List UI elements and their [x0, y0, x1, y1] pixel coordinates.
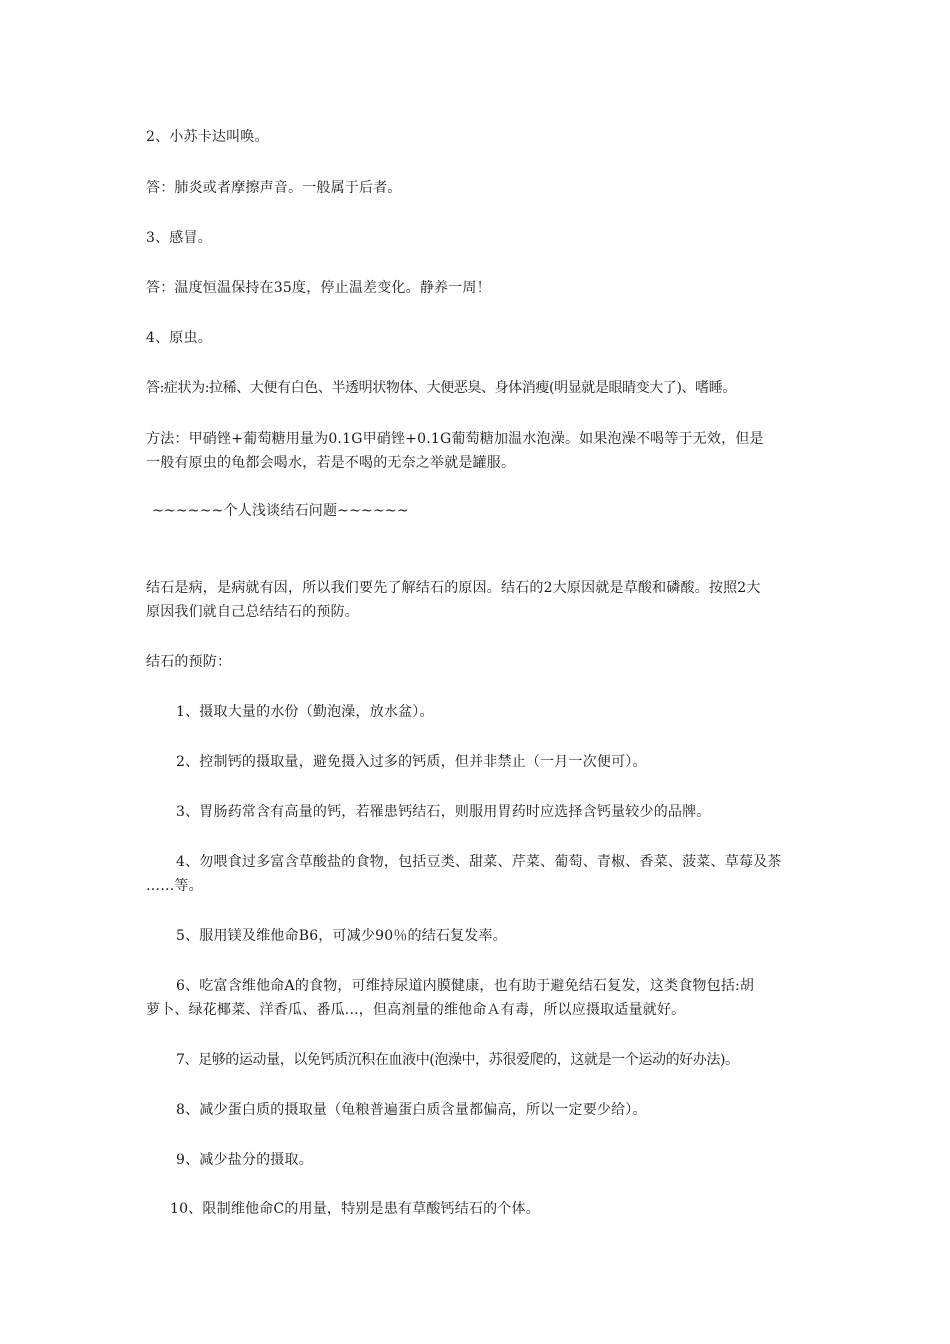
- prevention-item-1: 1、摄取大量的水份（勤泡澡，放水盆）。: [176, 704, 434, 720]
- answer-4: 答:症状为:拉稀、大便有白色、半透明状物体、大便恶臭、身体消瘦(明显就是眼睛变大了)、嗜睡。: [146, 380, 736, 396]
- prevention-item-2: 2、控制钙的摄取量，避免摄入过多的钙质，但并非禁止（一月一次便可）。: [176, 754, 647, 770]
- question-3: 3、感冒。: [146, 230, 212, 246]
- answer-3: 答：温度恒温保持在35度，停止温差变化。静养一周！: [146, 280, 491, 296]
- intro-line-2: 原因我们就自己总结结石的预防。: [146, 604, 359, 620]
- prevention-item-5: 5、服用镁及维他命B6，可减少90％的结石复发率。: [176, 928, 507, 944]
- prevention-item-6-line-2: 萝卜、绿花椰菜、洋香瓜、番瓜...，但高剂量的维他命Ａ有毒，所以应摄取适量就好。: [146, 1002, 686, 1018]
- prevention-title: 结石的预防：: [146, 654, 232, 670]
- section-title: ~~~~~~个人浅谈结石问题~~~~~~: [152, 503, 409, 519]
- prevention-item-9: 9、减少盐分的摄取。: [176, 1152, 313, 1168]
- prevention-item-8: 8、减少蛋白质的摄取量（龟粮普遍蛋白质含量都偏高，所以一定要少给）。: [176, 1102, 647, 1118]
- answer-2: 答：肺炎或者摩擦声音。一般属于后者。: [146, 180, 402, 196]
- prevention-item-4-line-2: ……等。: [146, 878, 203, 894]
- prevention-item-7: 7、足够的运动量，以免钙质沉积在血液中(泡澡中，苏很爱爬的，这就是一个运动的好办法)。: [176, 1052, 739, 1068]
- prevention-item-3: 3、胃肠药常含有高量的钙，若罹患钙结石，则服用胃药时应选择含钙量较少的品牌。: [176, 804, 711, 820]
- intro-line-1: 结石是病，是病就有因，所以我们要先了解结石的原因。结石的2大原因就是草酸和磷酸。按照2大: [146, 580, 761, 596]
- question-2: 2、小苏卡达叫唤。: [146, 129, 269, 145]
- prevention-item-6-line-1: 6、吃富含维他命A的食物，可维持尿道内膜健康，也有助于避免结石复发，这类食物包括:胡: [176, 978, 755, 994]
- method-line-1: 方法：甲硝锉+葡萄糖用量为0.1G甲硝锉+0.1G葡萄糖加温水泡澡。如果泡澡不喝等于无效，但是: [146, 431, 764, 447]
- question-4: 4、原虫。: [146, 330, 212, 346]
- prevention-item-10: 10、限制维他命C的用量，特别是患有草酸钙结石的个体。: [170, 1201, 540, 1217]
- prevention-item-4-line-1: 4、勿喂食过多富含草酸盐的食物，包括豆类、甜菜、芹菜、葡萄、青椒、香菜、菠菜、草莓及茶: [176, 854, 782, 870]
- method-line-2: 一般有原虫的龟都会喝水，若是不喝的无奈之举就是罐服。: [146, 455, 516, 471]
